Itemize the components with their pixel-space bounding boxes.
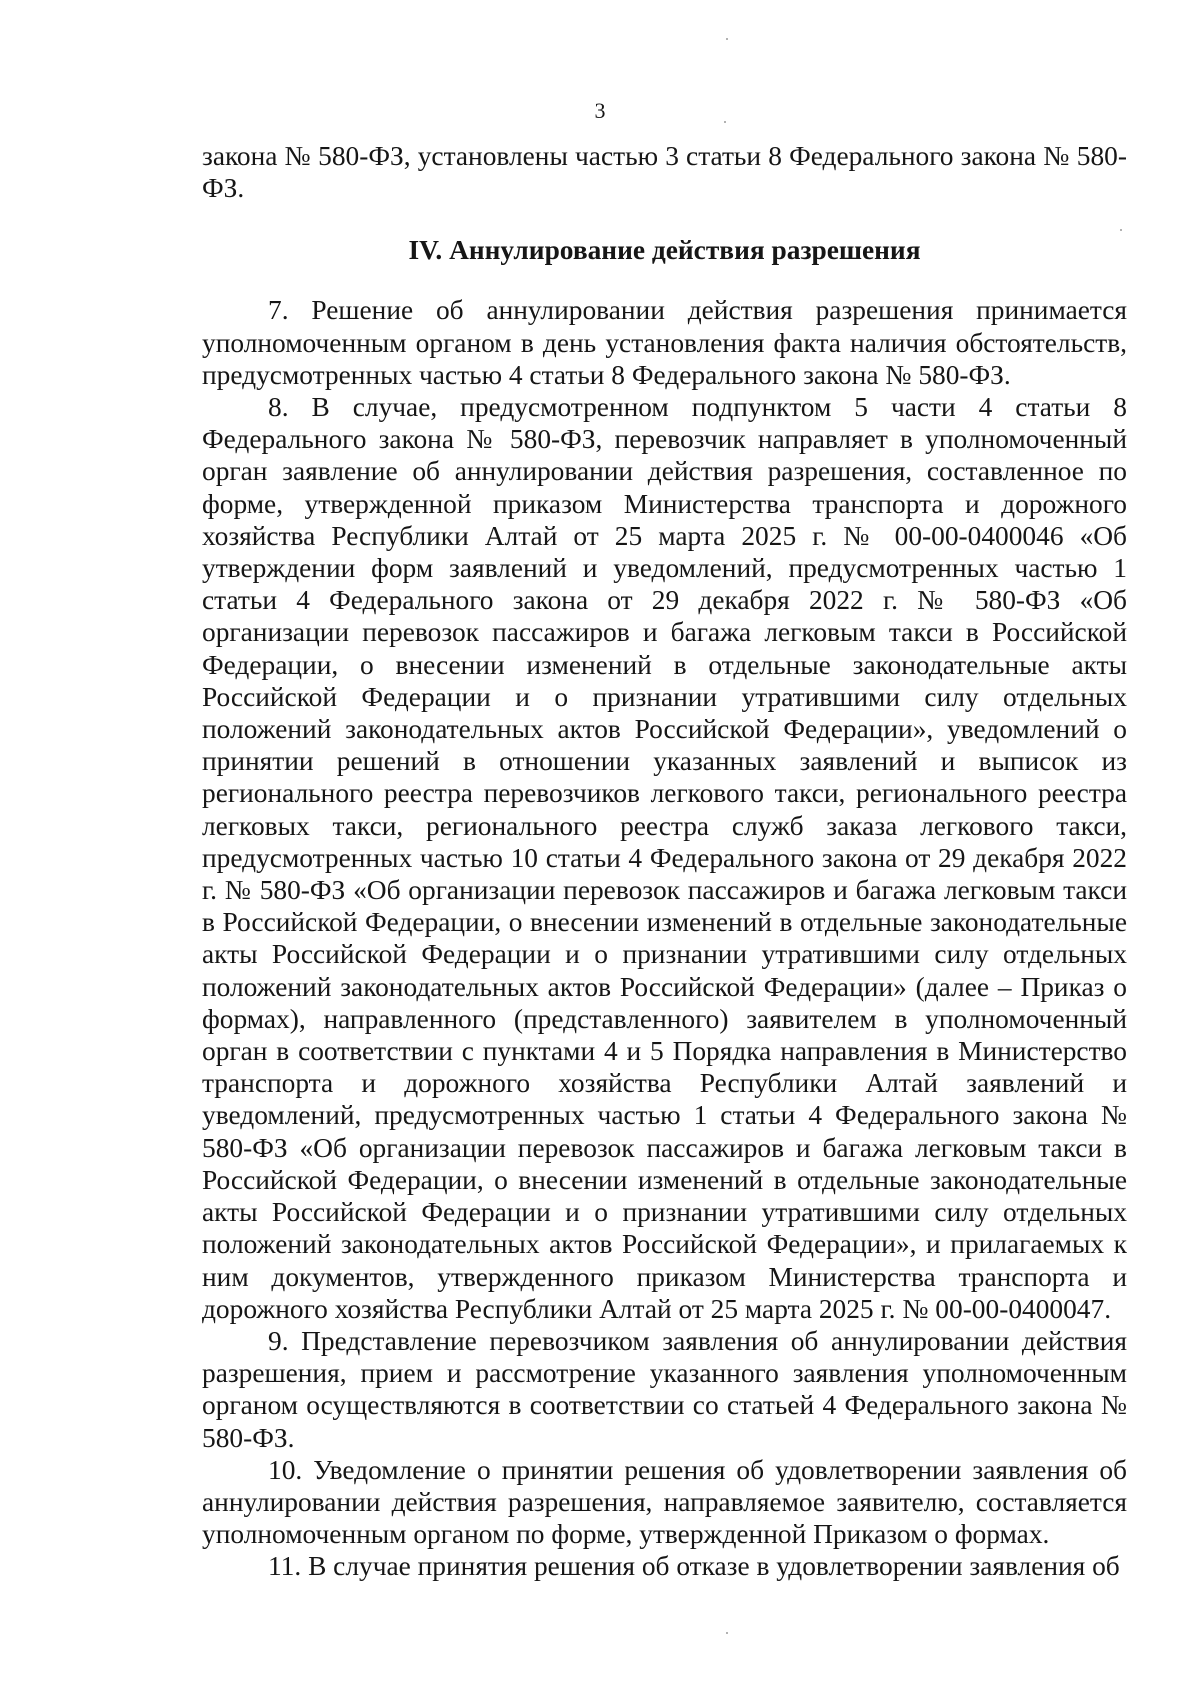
document-body <box>202 140 1127 1583</box>
paragraph-9: 9. Представление перевозчиком заявления об аннулировании действия разрешения, прием и рассмотрение указанного заявления уполномоченным органом осуществляются в соответствии со статьей 4 Федерального закона № 580-ФЗ. <box>202 1325 1127 1453</box>
paragraph-11: 11. В случае принятия решения об отказе в удовлетворении заявления об <box>268 1551 1120 1582</box>
page-number: 3 <box>594 98 606 123</box>
paragraph-10: 10. Уведомление о принятии решения об удовлетворении заявления об аннулировании действия разрешения, направляемое заявителю, составляется уполномоченным органом по форме, утвержденной Приказом о формах. <box>202 1454 1127 1550</box>
scan-speck <box>726 1632 728 1634</box>
scan-speck <box>724 121 726 123</box>
scan-speck <box>726 38 728 40</box>
paragraph-7: 7. Решение об аннулировании действия разрешения принимается уполномоченным органом в день установления факта наличия обстоятельств, предусмотренных частью 4 статьи 8 Федерального закона № 580-ФЗ. <box>202 295 1127 390</box>
section-heading: IV. Аннулирование действия разрешения <box>408 235 921 266</box>
paragraph-8: 8. В случае, предусмотренном подпунктом 5 части 4 статьи 8 Федерального закона № 580-ФЗ, перевозчик направляет в уполномоченный орган заявление об аннулировании действия разрешения, составленное по форме, утвержденной приказом Министерства транспорта и дорожного хозяйства Республики Алтай от 25 марта 2025 г. № 00-00-0400046 «Об утверждении форм заявлений и уведомлений, предусмотренных частью 1 статьи 4 Федерального закона от 29 декабря 2022 г. № 580-ФЗ «Об организации перевозок пассажиров и багажа легковым такси в Российской Федерации, о внесении изменений в отдельные законодательные акты Российской Федерации и о признании утратившими силу отдельных положений законодательных актов Российской Федерации», уведомлений о принятии решений в отношении указанных заявлений и выписок из регионального реестра перевозчиков легкового такси, регионального реестра легковых такси, регионального реестра служб заказа легкового такси, предусмотренных частью 10 статьи 4 Федерального закона от 29 декабря 2022 г. № 580-ФЗ «Об организации перевозок пассажиров и багажа легковым такси в Российской Федерации, о внесении изменений в отдельные законодательные акты Российской Федерации и о признании утратившими силу отдельных положений законодательных актов Российской Федерации» (далее – Приказ о формах), направленного (представленного) заявителем в уполномоченный орган в соответствии с пунктами 4 и 5 Порядка направления в Министерство транспорта и дорожного хозяйства Республики Алтай заявлений и уведомлений, предусмотренных частью 1 статьи 4 Федерального закона № 580-ФЗ «Об организации перевозок пассажиров и багажа легковым такси в Российской Федерации, о внесении изменений в отдельные законодательные акты Российской Федерации и о признании утратившими силу отдельных положений законодательных актов Российской Федерации», и прилагаемых к ним документов, утвержденного приказом Министерства транспорта и дорожного хозяйства Республики Алтай от 25 марта 2025 г. № 00-00-0400047. <box>202 392 1127 1324</box>
scan-speck <box>1120 229 1122 231</box>
continuation-paragraph: закона № 580-ФЗ, установлены частью 3 статьи 8 Федерального закона № 580-ФЗ. <box>202 141 1127 204</box>
